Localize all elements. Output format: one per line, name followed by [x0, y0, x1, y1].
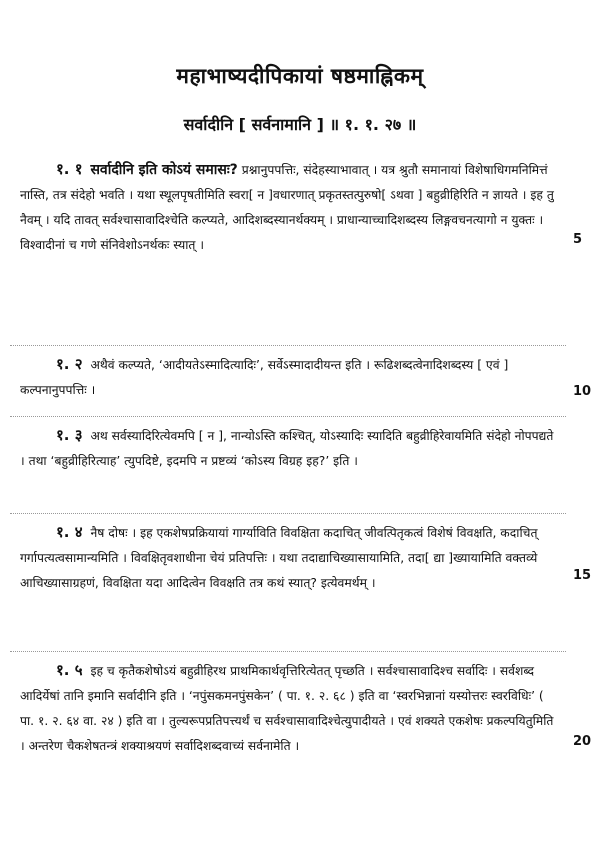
- section-1-5: [20, 658, 560, 759]
- section-text: अथ सर्वस्यादिरित्येवमपि [ न ], नान्योऽस्ति कश्चित्, योऽस्यादिः स्यादिति बहुव्रीहिरेवायमिति संदेहो नोपपद्यते । तथा ‘बहुव्रीहिरित्याह’ त्युपदिष्टे, इदमपि न प्रष्टव्यं ‘कोऽस्य विग्रह इह?’ इति ।: [20, 429, 554, 468]
- sutra-heading: सर्वादीनि [ सर्वनामानि ] ॥ १. १. २७ ॥: [183, 115, 417, 134]
- line-number: 15: [573, 568, 592, 583]
- section-1-3: [20, 423, 560, 474]
- section-divider: [10, 416, 566, 417]
- section-number: १. ४: [56, 523, 83, 541]
- section-1-1: [20, 157, 560, 258]
- section-divider: [10, 651, 566, 652]
- section-text: प्रश्नानुपपत्तिः, संदेहस्याभावात् । यत्र श्रुतौ समानायां विशेषाधिगमनिमित्तं नास्ति, तत्र संदेहो भवति । यथा स्थूलपृषतीमिति स्वरा[ न ]वधारणात् प्रकृतस्तत्पुरुषो[ ऽथवा ] बहुव्रीहिरिति न ज्ञायते । इह तु नैवम् । यदि तावत् सर्वश्चासावादिश्चेति कल्प्यते, आदिशब्दस्यानर्थक्यम् । प्राधान्याच्चादिशब्दस्य लिङ्गवचनत्यागो न युक्तः । विश्वादीनां च गणे संनिवेशोऽनर्थकः स्यात् ।: [20, 163, 554, 252]
- section-divider: [10, 345, 566, 346]
- section-number: १. २: [56, 355, 83, 373]
- section-divider: [10, 513, 566, 514]
- section-1-2: [20, 352, 560, 403]
- line-number: 10: [573, 384, 592, 399]
- section-text: अथैवं कल्प्यते, ‘आदीयतेऽस्मादित्यादिः’, सर्वेऽस्मादादीयन्त इति । रूढिशब्दत्वेनादिशब्दस्य [ एवं ] कल्पनानुपपत्तिः ।: [20, 358, 509, 397]
- line-number: 20: [573, 734, 592, 749]
- section-1-4: [20, 520, 560, 596]
- section-number: १. १: [56, 160, 83, 178]
- page-title: महाभाष्यदीपिकायां षष्ठमाह्निकम्: [176, 64, 424, 88]
- section-text: इह च कृतैकशेषोऽयं बहुव्रीहिरथ प्राथमिकार्थवृत्तिरित्येतत् पृच्छति । सर्वश्चासावादिश्च सर्वादिः । सर्वशब्द आदिर्येषां तानि इमानि सर्वादीनि इति । ‘नपुंसकमनपुंसकेन’ ( पा. १. २. ६८ ) इति वा ‘स्वरभिन्नानां यस्योत्तरः स्वरविधिः’ ( पा. १. २. ६४ वा. २४ ) इति वा । तुल्यरूपप्रतिपत्त्यर्थं च सर्वश्चासावादिश्चेत्युपादीयते । एवं शक्यते एकशेषः प्रकल्पयितुमिति । अन्तरेण चैकशेषतन्त्रं शक्याश्रयणं सर्वादिशब्दवाच्यं सर्वनामेति ।: [20, 664, 554, 753]
- section-number: १. ५: [56, 661, 83, 679]
- section-lead: सर्वादीनि इति कोऽयं समासः?: [90, 162, 238, 178]
- line-number: 5: [573, 232, 583, 247]
- section-text: नैष दोषः । इह एकशेषप्रक्रियायां गार्ग्याविति विवक्षिता कदाचित् जीवत्पितृकत्वं विशेषं विवक्षति, कदाचित् गर्गापत्यत्वसामान्यमिति । विवक्षितृवशाधीना चेयं प्रतिपत्तिः । यथा तदाद्याचिख्यासायामिति, तदा[ द्या ]ख्यायामिति वक्तव्ये आचिख्यासाग्रहणं, विवक्षिता यदा आदित्वेन विवक्षति तत्र कथं स्यात्? इत्येवमर्थम् ।: [20, 526, 538, 590]
- section-number: १. ३: [56, 426, 83, 444]
